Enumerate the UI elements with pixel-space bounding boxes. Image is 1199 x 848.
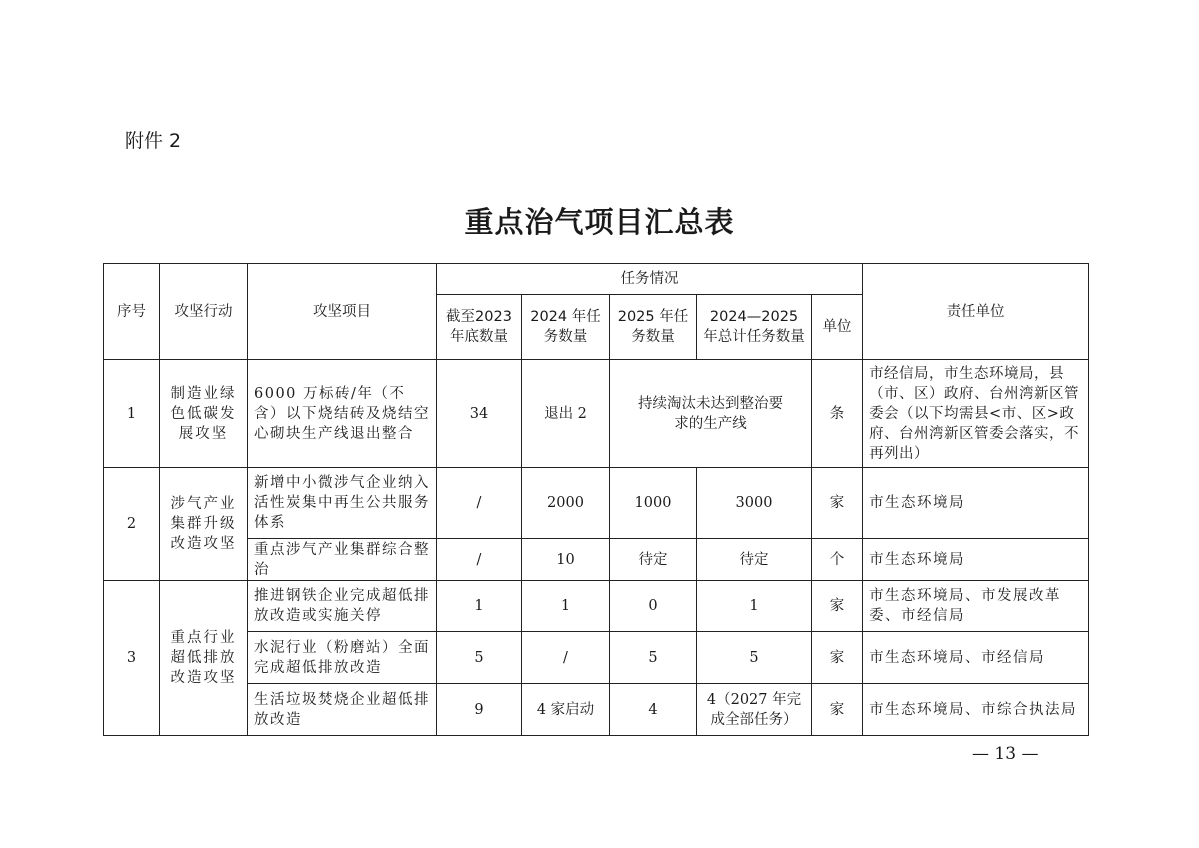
row-unit: 家 xyxy=(812,684,863,736)
row-count-2023: 5 xyxy=(437,632,522,684)
row-total: 1 xyxy=(697,581,812,632)
header-responsible: 责任单位 xyxy=(863,264,1089,360)
row-action: 制造业绿色低碳发展攻坚 xyxy=(160,360,248,468)
header-action: 攻坚行动 xyxy=(160,264,248,360)
row-responsible: 市生态环境局、市综合执法局 xyxy=(863,684,1089,736)
row-seq: 1 xyxy=(104,360,160,468)
row-project: 重点涉气产业集群综合整治 xyxy=(248,539,437,581)
row-responsible: 市经信局，市生态环境局，县（市、区）政府、台州湾新区管委会（以下均需县<市、区>政府、台州湾新区管委会落实，不再列出） xyxy=(863,360,1089,468)
row-action: 涉气产业集群升级改造攻坚 xyxy=(160,468,248,581)
row-count-2023: / xyxy=(437,539,522,581)
row-merged-plan: 持续淘汰未达到整治要求的生产线 xyxy=(610,360,812,468)
row-total: 待定 xyxy=(697,539,812,581)
row-task-2024: 退出 2 xyxy=(522,360,610,468)
row-seq: 2 xyxy=(104,468,160,581)
row-task-2024: 4 家启动 xyxy=(522,684,610,736)
row-responsible: 市生态环境局 xyxy=(863,539,1089,581)
table-row xyxy=(104,539,1089,581)
page-title: 重点治气项目汇总表 xyxy=(464,205,735,239)
row-unit: 条 xyxy=(812,360,863,468)
row-task-2024: 10 xyxy=(522,539,610,581)
row-unit: 个 xyxy=(812,539,863,581)
header-task-group: 任务情况 xyxy=(437,264,863,295)
row-task-2025: 待定 xyxy=(610,539,697,581)
header-seq: 序号 xyxy=(104,264,160,360)
row-task-2025: 4 xyxy=(610,684,697,736)
row-count-2023: 34 xyxy=(437,360,522,468)
page-number: — 13 — xyxy=(972,744,1039,764)
row-total: 5 xyxy=(697,632,812,684)
row-responsible: 市生态环境局 xyxy=(863,468,1089,539)
row-project: 生活垃圾焚烧企业超低排放改造 xyxy=(248,684,437,736)
table-row xyxy=(104,684,1089,736)
row-task-2024: / xyxy=(522,632,610,684)
row-unit: 家 xyxy=(812,632,863,684)
table-row xyxy=(104,581,1089,632)
header-task-2024: 2024 年任务数量 xyxy=(522,295,610,360)
row-unit: 家 xyxy=(812,581,863,632)
row-task-2024: 2000 xyxy=(522,468,610,539)
row-responsible: 市生态环境局、市经信局 xyxy=(863,632,1089,684)
row-project: 推进钢铁企业完成超低排放改造或实施关停 xyxy=(248,581,437,632)
row-seq: 3 xyxy=(104,581,160,736)
project-summary-table xyxy=(103,263,1089,736)
table-row xyxy=(104,632,1089,684)
header-project: 攻坚项目 xyxy=(248,264,437,360)
row-action: 重点行业超低排放改造攻坚 xyxy=(160,581,248,736)
attachment-label: 附件 2 xyxy=(125,130,182,152)
row-count-2023: 1 xyxy=(437,581,522,632)
table-row xyxy=(104,360,1089,468)
row-count-2023: / xyxy=(437,468,522,539)
header-task-2025: 2025 年任务数量 xyxy=(610,295,697,360)
row-project: 6000 万标砖/年（不含）以下烧结砖及烧结空心砌块生产线退出整合 xyxy=(248,360,437,468)
row-task-2025: 1000 xyxy=(610,468,697,539)
row-responsible: 市生态环境局、市发展改革委、市经信局 xyxy=(863,581,1089,632)
header-total: 2024—2025年总计任务数量 xyxy=(697,295,812,360)
row-task-2024: 1 xyxy=(522,581,610,632)
row-project: 新增中小微涉气企业纳入活性炭集中再生公共服务体系 xyxy=(248,468,437,539)
row-task-2025: 5 xyxy=(610,632,697,684)
row-count-2023: 9 xyxy=(437,684,522,736)
header-unit: 单位 xyxy=(812,295,863,360)
table-row xyxy=(104,468,1089,539)
row-project: 水泥行业（粉磨站）全面完成超低排放改造 xyxy=(248,632,437,684)
header-count-2023: 截至2023年底数量 xyxy=(437,295,522,360)
row-total: 4（2027 年完成全部任务） xyxy=(697,684,812,736)
row-unit: 家 xyxy=(812,468,863,539)
row-task-2025: 0 xyxy=(610,581,697,632)
row-total: 3000 xyxy=(697,468,812,539)
